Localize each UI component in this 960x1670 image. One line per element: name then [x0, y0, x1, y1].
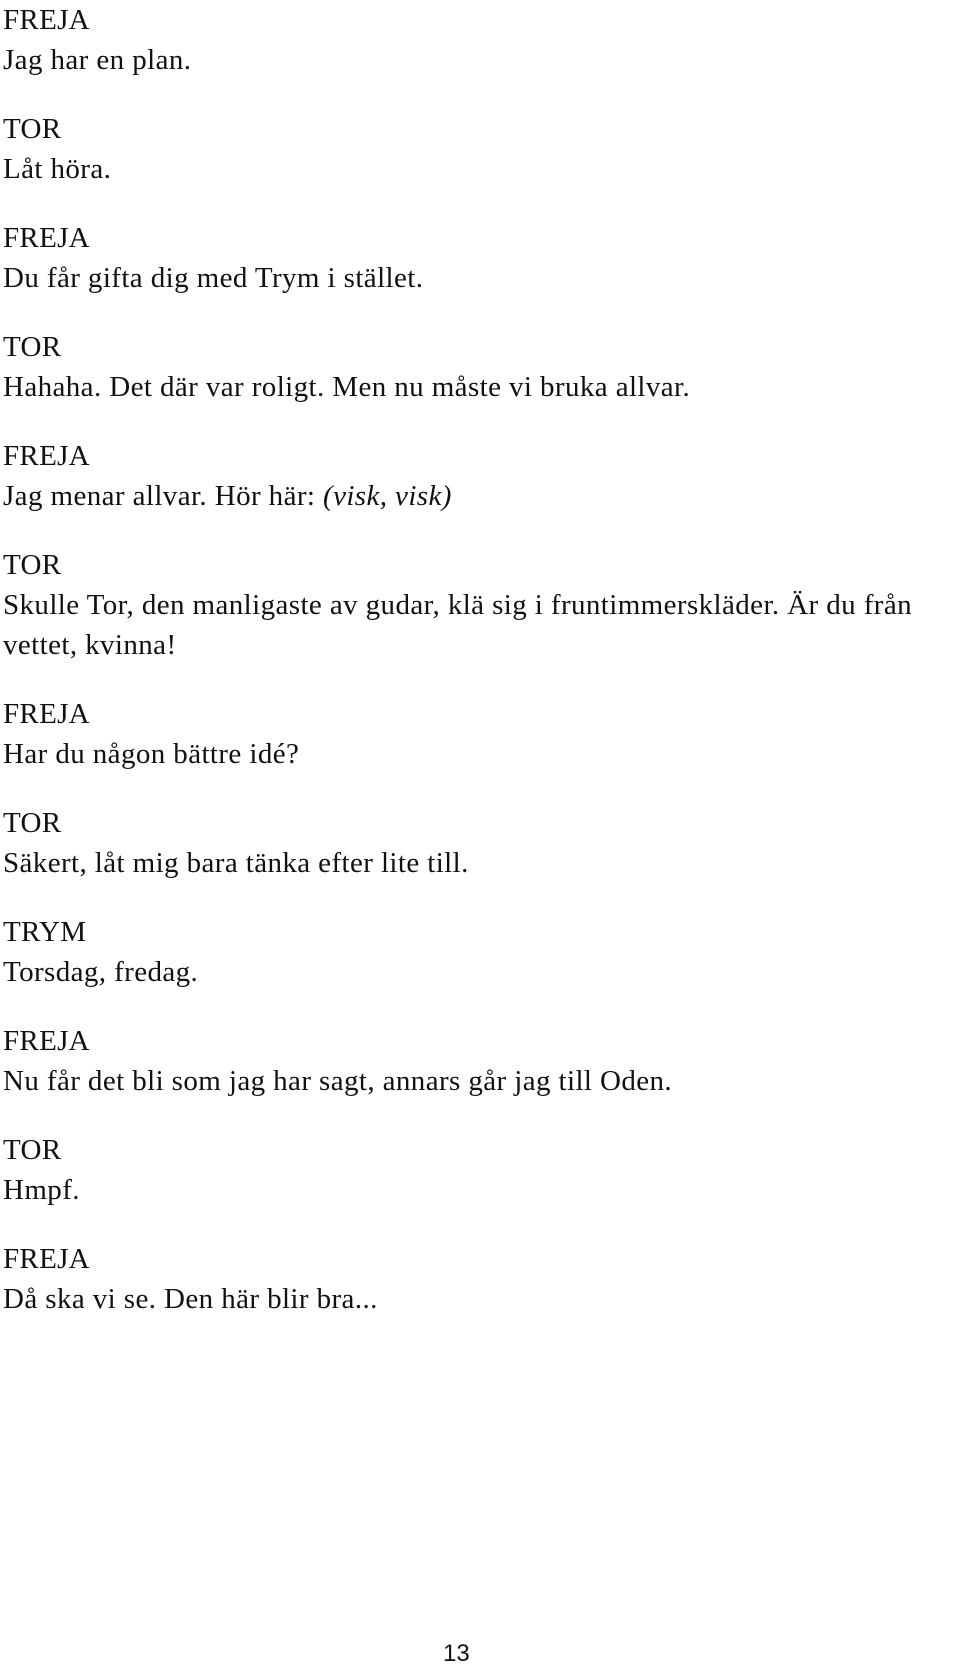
dialogue-entry: [3, 327, 943, 407]
dialogue-line: [3, 734, 943, 774]
dialogue-entry: [3, 545, 943, 665]
dialogue-entry: [3, 109, 943, 189]
stage-direction: (visk, visk): [323, 480, 452, 512]
dialogue-line: [3, 367, 943, 407]
dialogue-text: Du får gifta dig med Trym i stället.: [3, 262, 424, 294]
page-number: 13: [443, 1640, 470, 1667]
dialogue-line: [3, 585, 943, 665]
dialogue-text: Har du någon bättre idé?: [3, 738, 300, 770]
speaker-name: TOR: [3, 549, 62, 581]
dialogue-line: [3, 258, 943, 298]
dialogue-line: [3, 40, 943, 80]
speaker-name: FREJA: [3, 698, 90, 730]
speaker-name: TRYM: [3, 916, 87, 948]
dialogue-text: Låt höra.: [3, 153, 112, 185]
dialogue-entry: [3, 803, 943, 883]
dialogue-text: Skulle Tor, den manligaste av gudar, klä sig i fruntimmerskläder. Är du från vettet, kvinna!: [3, 589, 912, 661]
dialogue-text: Säkert, låt mig bara tänka efter lite till.: [3, 847, 469, 879]
dialogue-text: Jag menar allvar. Hör här:: [3, 480, 324, 512]
speaker-name: FREJA: [3, 222, 90, 254]
dialogue-line: [3, 952, 943, 992]
speaker-name: FREJA: [3, 1243, 90, 1275]
dialogue-entry: [3, 694, 943, 774]
dialogue-line: [3, 149, 943, 189]
speaker-name: FREJA: [3, 4, 90, 36]
script-body: [3, 0, 943, 1348]
speaker-name: TOR: [3, 1134, 62, 1166]
speaker-name: FREJA: [3, 1025, 90, 1057]
dialogue-line: [3, 1170, 943, 1210]
speaker-name: TOR: [3, 113, 62, 145]
speaker-name: FREJA: [3, 440, 90, 472]
dialogue-text: Jag har en plan.: [3, 44, 192, 76]
dialogue-text: Hmpf.: [3, 1174, 80, 1206]
dialogue-text: Torsdag, fredag.: [3, 956, 199, 988]
dialogue-line: [3, 843, 943, 883]
speaker-name: TOR: [3, 331, 62, 363]
dialogue-line: [3, 1279, 943, 1319]
dialogue-entry: [3, 1239, 943, 1319]
dialogue-text: Då ska vi se. Den här blir bra...: [3, 1283, 378, 1315]
dialogue-entry: [3, 218, 943, 298]
dialogue-text: Hahaha. Det där var roligt. Men nu måste vi bruka allvar.: [3, 371, 691, 403]
dialogue-line: [3, 1061, 943, 1101]
dialogue-text: Nu får det bli som jag har sagt, annars går jag till Oden.: [3, 1065, 673, 1097]
dialogue-entry: [3, 436, 943, 516]
dialogue-entry: [3, 1130, 943, 1210]
speaker-name: TOR: [3, 807, 62, 839]
dialogue-entry: [3, 1021, 943, 1101]
dialogue-entry: [3, 912, 943, 992]
dialogue-entry: [3, 0, 943, 80]
dialogue-line: [3, 476, 943, 516]
